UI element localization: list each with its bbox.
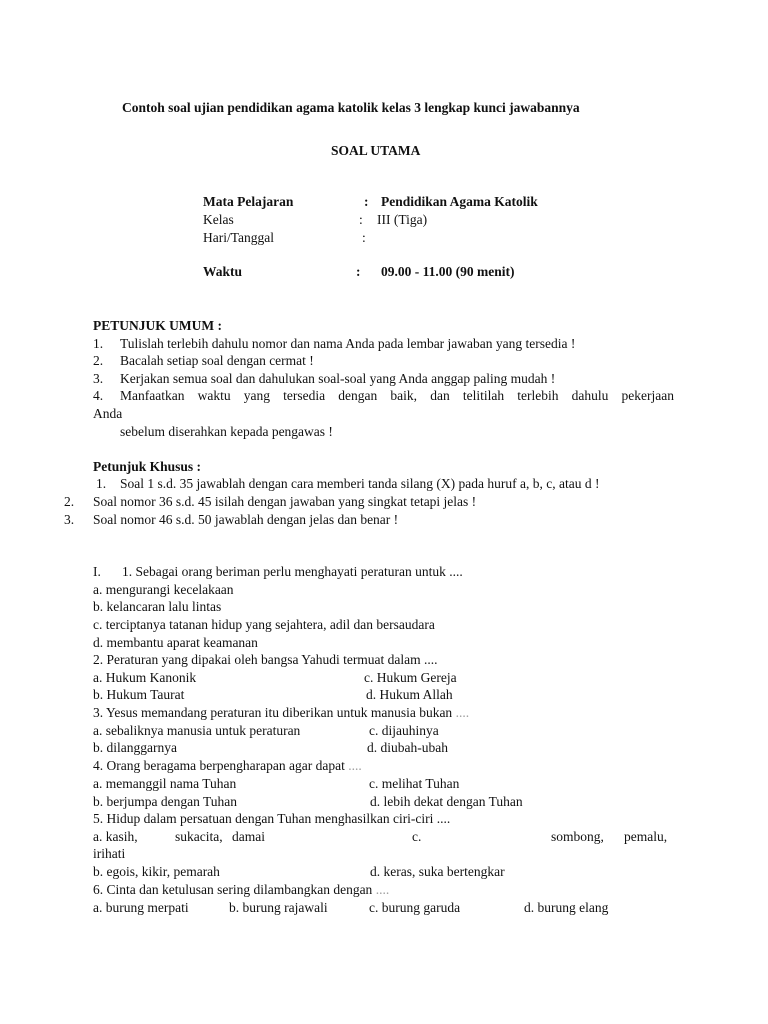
question-4: [93, 758, 362, 774]
pk-item3: Soal nomor 46 s.d. 50 jawablah dengan jelas dan benar !: [93, 512, 399, 527]
q3-option-d: d. diubah-ubah: [367, 740, 448, 755]
pu-item1-number: 1.: [93, 336, 104, 351]
q3-option-c: c. dijauhinya: [369, 723, 439, 738]
pk-item3-number: 3.: [64, 512, 75, 527]
q5-option-a-word1: a. kasih,: [93, 829, 138, 844]
waktu-colon: :: [356, 264, 361, 279]
petunjuk-umum-heading: PETUNJUK UMUM :: [93, 318, 222, 333]
q5-option-a-word3: damai: [232, 829, 265, 844]
pk-item1: Soal 1 s.d. 35 jawablah dengan cara memberi tanda silang (X) pada huruf a, b, c, atau d !: [120, 476, 600, 491]
mapel-value: Pendidikan Agama Katolik: [381, 194, 538, 209]
q2-option-d: d. Hukum Allah: [366, 687, 453, 702]
kelas-colon: :: [359, 212, 363, 227]
q5-option-c-word2: pemalu,: [624, 829, 668, 844]
pk-item2: Soal nomor 36 s.d. 45 isilah dengan jawaban yang singkat tetapi jelas !: [93, 494, 477, 509]
question-3: [93, 705, 469, 721]
pu-item3-number: 3.: [93, 371, 104, 386]
q4-option-b: b. berjumpa dengan Tuhan: [93, 794, 237, 809]
q5-option-a-word2: sukacita,: [175, 829, 223, 844]
document-title: Contoh soal ujian pendidikan agama katolik kelas 3 lengkap kunci jawabannya: [122, 100, 580, 115]
pu-item3: Kerjakan semua soal dan dahulukan soal-soal yang Anda anggap paling mudah !: [120, 371, 556, 386]
q5-option-c-word3: irihati: [93, 846, 126, 861]
question-5: 5. Hidup dalam persatuan dengan Tuhan menghasilkan ciri-ciri ....: [93, 811, 451, 826]
q3-option-b: b. dilanggarnya: [93, 740, 177, 755]
q6-ellipsis: ....: [372, 882, 390, 897]
q6-option-a: a. burung merpati: [93, 900, 189, 915]
question-2: 2. Peraturan yang dipakai oleh bangsa Yahudi termuat dalam ....: [93, 652, 438, 667]
mapel-colon: :: [364, 194, 369, 209]
q5-option-d: d. keras, suka bertengkar: [370, 864, 505, 879]
q2-option-b: b. Hukum Taurat: [93, 687, 185, 702]
pu-item4-line3: sebelum diserahkan kepada pengawas !: [120, 424, 333, 439]
q4-option-a: a. memanggil nama Tuhan: [93, 776, 237, 791]
q6-option-d: d. burung elang: [524, 900, 609, 915]
mapel-label: Mata Pelajaran: [203, 194, 294, 209]
pu-item4-line1: Manfaatkan waktu yang tersedia dengan baik, dan telitilah terlebih dahulu pekerjaan: [120, 388, 674, 403]
q5-option-c-word1: sombong,: [551, 829, 604, 844]
q5-option-b: b. egois, kikir, pemarah: [93, 864, 220, 879]
q3-option-a: a. sebaliknya manusia untuk peraturan: [93, 723, 301, 738]
q2-option-c: c. Hukum Gereja: [364, 670, 457, 685]
q1-option-a: a. mengurangi kecelakaan: [93, 582, 234, 597]
document-subtitle: SOAL UTAMA: [331, 143, 421, 158]
pu-item2: Bacalah setiap soal dengan cermat !: [120, 353, 314, 368]
q5-option-c-letter: c.: [412, 829, 422, 844]
q4-option-c: c. melihat Tuhan: [369, 776, 460, 791]
hari-colon: :: [362, 230, 366, 245]
q6-text: 6. Cinta dan ketulusan sering dilambangkan dengan: [93, 882, 373, 897]
waktu-value: 09.00 - 11.00 (90 menit): [381, 264, 515, 279]
q6-option-b: b. burung rajawali: [229, 900, 328, 915]
q4-text: 4. Orang beragama berpengharapan agar dapat: [93, 758, 345, 773]
q1-option-d: d. membantu aparat keamanan: [93, 635, 258, 650]
question-1: 1. Sebagai orang beriman perlu menghayati peraturan untuk ....: [122, 564, 463, 579]
q6-option-c: c. burung garuda: [369, 900, 461, 915]
q3-ellipsis: ....: [452, 705, 470, 720]
pu-item4-number: 4.: [93, 388, 104, 403]
pu-item2-number: 2.: [93, 353, 104, 368]
q4-ellipsis: ....: [344, 758, 362, 773]
question-6: [93, 882, 389, 898]
q1-option-c: c. terciptanya tatanan hidup yang sejahtera, adil dan bersaudara: [93, 617, 435, 632]
pu-item4-line2: Anda: [93, 406, 123, 421]
q4-option-d: d. lebih dekat dengan Tuhan: [370, 794, 523, 809]
petunjuk-khusus-heading: Petunjuk Khusus :: [93, 459, 202, 474]
hari-label: Hari/Tanggal: [203, 230, 275, 245]
q3-text: 3. Yesus memandang peraturan itu diberikan untuk manusia bukan: [93, 705, 453, 720]
kelas-label: Kelas: [203, 212, 234, 227]
section-number: I.: [93, 564, 101, 579]
waktu-label: Waktu: [203, 264, 243, 279]
kelas-value: III (Tiga): [377, 212, 428, 227]
pk-item1-number: 1.: [96, 476, 107, 491]
q2-option-a: a. Hukum Kanonik: [93, 670, 197, 685]
pu-item1: Tulislah terlebih dahulu nomor dan nama Anda pada lembar jawaban yang tersedia !: [120, 336, 576, 351]
q1-option-b: b. kelancaran lalu lintas: [93, 599, 222, 614]
pk-item2-number: 2.: [64, 494, 75, 509]
